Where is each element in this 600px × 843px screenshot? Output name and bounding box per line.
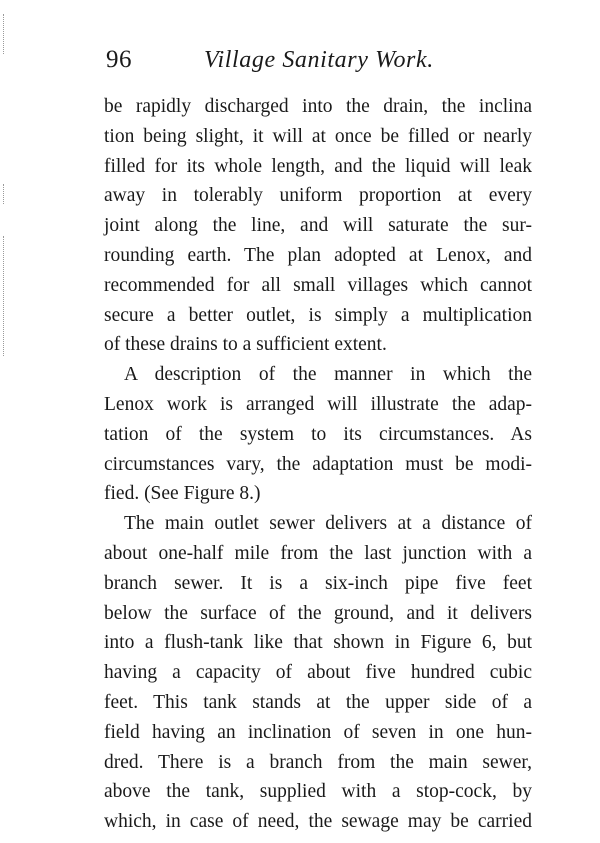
text-line: dred. There is a branch from the main sewer,: [104, 751, 532, 773]
text-line: above the tank, supplied with a stop-cock, by: [104, 781, 532, 803]
text-line: into a flush-tank like that shown in Figure 6, but: [104, 632, 532, 654]
page-number: 96: [106, 46, 132, 73]
body-text: [104, 92, 532, 837]
text-line: away in tolerably uniform proportion at every: [104, 185, 532, 207]
text-line: having a capacity of about five hundred cubic: [104, 662, 532, 684]
text-line: circumstances vary, the adaptation must be modi-: [104, 453, 532, 475]
text-line: which, in case of need, the sewage may be carried: [104, 811, 532, 833]
text-line: secure a better outlet, is simply a multiplication: [104, 304, 532, 326]
text-line: of these drains to a sufficient extent.: [104, 334, 387, 356]
margin-speckle: [3, 14, 6, 54]
text-line: joint along the line, and will saturate the sur-: [104, 215, 532, 237]
text-line: below the surface of the ground, and it delivers: [104, 602, 532, 624]
margin-speckle: [3, 236, 6, 356]
text-line: fied. (See Figure 8.): [104, 483, 261, 505]
text-line: The main outlet sewer delivers at a distance of: [124, 513, 532, 535]
text-line: feet. This tank stands at the upper side of a: [104, 691, 532, 713]
text-line: field having an inclination of seven in one hun-: [104, 721, 532, 743]
page-header: [106, 46, 536, 82]
text-line: be rapidly discharged into the drain, the inclina: [104, 96, 532, 117]
text-line: recommended for all small villages which cannot: [104, 274, 532, 296]
text-line: filled for its whole length, and the liquid will leak: [104, 155, 532, 177]
text-line: Lenox work is arranged will illustrate the adap-: [104, 393, 532, 415]
text-line: about one-half mile from the last junction with a: [104, 542, 532, 564]
text-line: branch sewer. It is a six-inch pipe five feet: [104, 572, 532, 594]
text-line: rounding earth. The plan adopted at Lenox, and: [104, 244, 532, 266]
text-line: A description of the manner in which the: [124, 364, 532, 386]
text-line: tion being slight, it will at once be filled or nearly: [104, 125, 532, 147]
margin-speckle: [3, 184, 6, 204]
running-title: Village Sanitary Work.: [204, 47, 434, 73]
text-line: tation of the system to its circumstances. As: [104, 423, 532, 445]
